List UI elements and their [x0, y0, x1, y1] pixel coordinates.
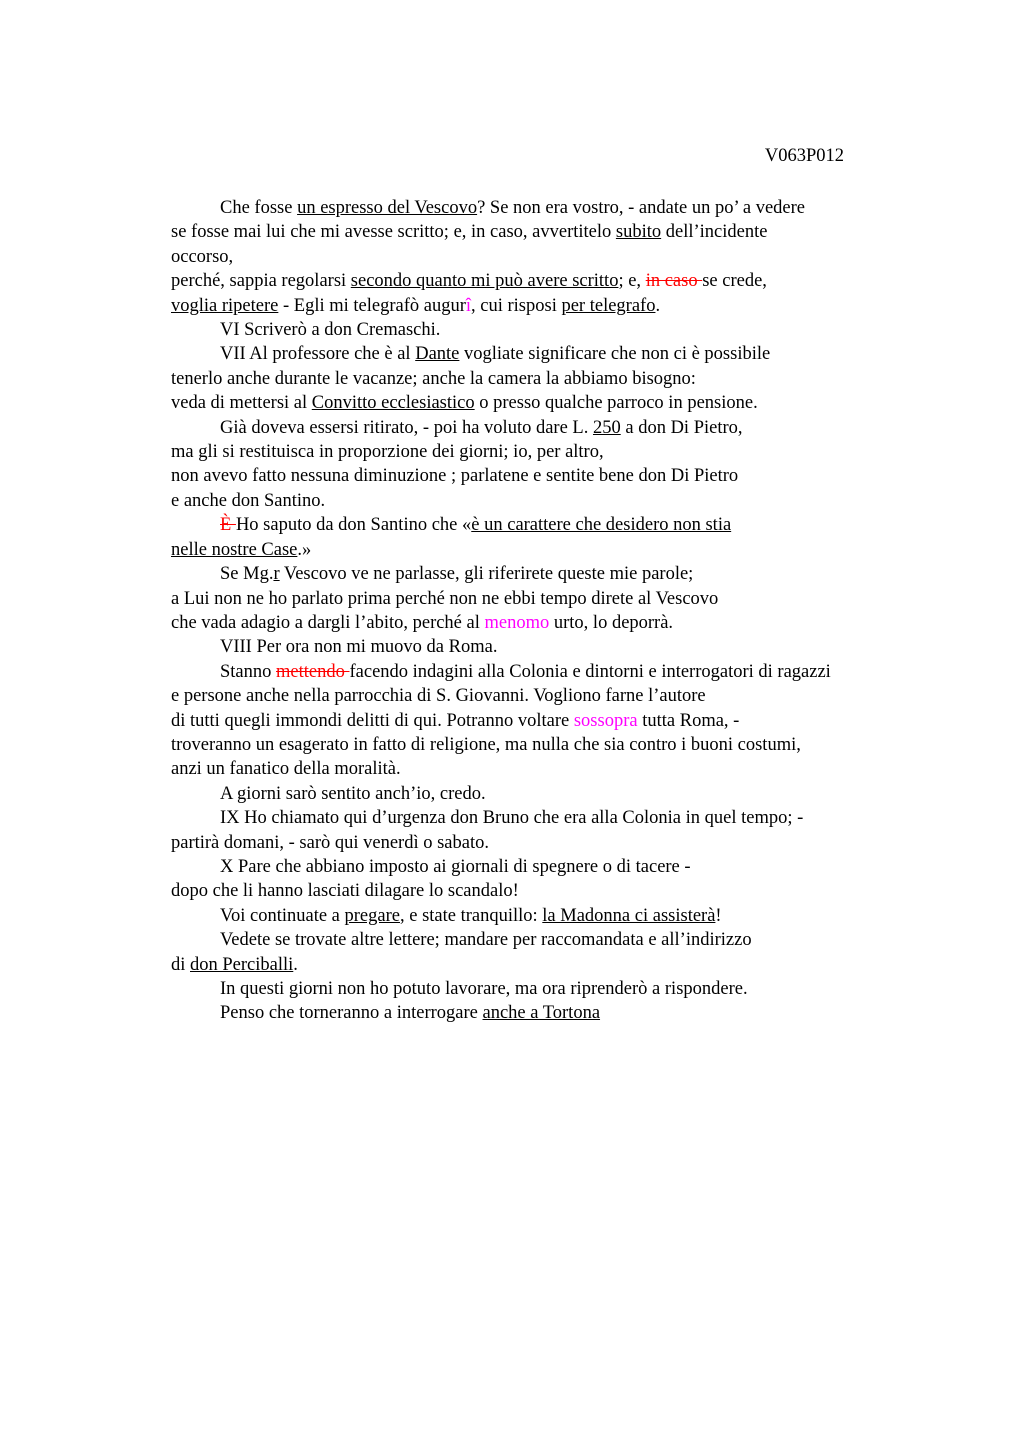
text-line: [171, 709, 931, 733]
text-line: [171, 635, 931, 659]
text-segment: ? Se non era vostro, - andate un po’ a vedere: [477, 198, 805, 218]
text-line: [171, 587, 931, 611]
text-segment: che vada adagio a dargli l’abito, perché al: [171, 612, 485, 633]
text-line: [171, 684, 931, 708]
text-segment: a Lui non ne ho parlato prima perché non ne ebbi tempo direte al Vescovo: [171, 588, 719, 609]
underlined-text: pregare: [344, 905, 400, 926]
text-line: [171, 245, 931, 269]
text-segment: di: [171, 954, 191, 975]
text-segment: tenerlo anche durante le vacanze; anche la camera la abbiamo bisogno:: [171, 368, 696, 389]
text-segment: ma gli si restituisca in proporzione dei giorni; io, per altro,: [171, 442, 604, 463]
text-line: [171, 977, 931, 1001]
text-segment: , cui risposi: [471, 295, 562, 316]
text-segment: Vedete se trovate altre lettere; mandare per raccomandata e all’indirizzo: [220, 930, 752, 951]
text-segment: dell’incidente: [661, 222, 768, 243]
text-segment: urto, lo deporrà.: [549, 612, 674, 633]
text-segment: occorso,: [171, 246, 234, 267]
text-segment: facendo indagini alla Colonia e dintorni e interrogatori di ragazzi: [349, 661, 831, 682]
underlined-text: la Madonna ci assisterà: [542, 905, 716, 926]
text-line: [171, 440, 931, 464]
text-line: [171, 904, 931, 928]
text-segment: o presso qualche parroco in pensione.: [474, 393, 758, 414]
text-line: [171, 953, 931, 977]
text-line: [171, 489, 931, 513]
text-segment: se fosse mai lui che mi avesse scritto; e, in caso, avvertitelo: [171, 222, 616, 243]
text-line: [171, 513, 931, 537]
text-line: [171, 806, 931, 830]
text-segment: .: [655, 295, 661, 316]
underlined-text: secondo quanto mi può avere scritto: [350, 271, 619, 292]
text-line: [171, 294, 931, 318]
text-segment: Stanno: [220, 661, 277, 682]
text-segment: VIII Per ora non mi muovo da Roma.: [220, 637, 498, 658]
text-segment: e persone anche nella parrocchia di S. Giovanni. Vogliono farne l’autore: [171, 686, 706, 707]
text-line: [171, 879, 931, 903]
text-segment: se crede,: [702, 271, 767, 292]
text-segment: Ho saputo da don Santino che «: [235, 515, 472, 536]
underlined-text: è un carattere che desidero non stia: [471, 515, 732, 536]
underlined-text: nelle nostre Case: [171, 539, 298, 560]
text-line: [171, 1001, 931, 1025]
text-segment: tutta Roma, -: [637, 710, 740, 731]
text-line: [171, 416, 931, 440]
text-segment: .»: [297, 539, 312, 560]
text-line: [171, 562, 931, 586]
text-line: [171, 757, 931, 781]
underlined-text: Convitto ecclesiastico: [311, 393, 475, 414]
text-line: [171, 342, 931, 366]
text-segment: X Pare che abbiano imposto ai giornali di spegnere o di tacere -: [220, 856, 691, 877]
text-line: [171, 464, 931, 488]
underlined-text: per telegrafo: [561, 295, 656, 316]
text-segment: non avevo fatto nessuna diminuzione ; parlatene e sentite bene don Di Pietro: [171, 466, 739, 487]
text-line: [171, 855, 931, 879]
underlined-text: subito: [615, 222, 662, 243]
deleted-text: mettendo: [276, 661, 350, 682]
text-segment: .: [293, 954, 298, 975]
underlined-text: voglia ripetere: [171, 295, 279, 316]
text-segment: In questi giorni non ho potuto lavorare, ma ora riprenderò a rispondere.: [220, 979, 748, 999]
text-line: [171, 196, 931, 220]
text-line: [171, 831, 931, 855]
text-line: [171, 538, 931, 562]
text-segment: A giorni sarò sentito anch’io, credo.: [220, 783, 486, 804]
underlined-text: anche a Tortona: [482, 1003, 601, 1024]
text-line: [171, 733, 931, 757]
text-line: [171, 611, 931, 635]
text-segment: perché, sappia regolarsi: [171, 271, 351, 292]
text-segment: Se Mg.: [220, 564, 274, 585]
text-line: [171, 367, 931, 391]
text-segment: dopo che li hanno lasciati dilagare lo scandalo!: [171, 881, 519, 902]
text-line: [171, 220, 931, 244]
underlined-text: r: [273, 564, 280, 585]
letter-body: [171, 196, 931, 1026]
text-line: [171, 269, 931, 293]
text-line: [171, 318, 931, 342]
deleted-text: in caso: [645, 271, 703, 292]
text-segment: Voi continuate a: [220, 905, 345, 926]
underlined-text: don Perciballi: [190, 954, 294, 975]
text-line: [171, 782, 931, 806]
highlighted-text: menomo: [484, 612, 550, 633]
underlined-text: un espresso del Vescovo: [297, 198, 478, 218]
text-segment: VI Scriverò a don Cremaschi.: [220, 320, 441, 341]
underlined-text: Dante: [415, 344, 460, 365]
text-segment: partirà domani, - sarò qui venerdì o sabato.: [171, 832, 489, 853]
text-segment: , e state tranquillo:: [399, 905, 543, 926]
text-line: [171, 660, 931, 684]
text-segment: troveranno un esagerato in fatto di religione, ma nulla che sia contro i buoni costumi,: [171, 734, 801, 755]
text-segment: VII Al professore che è al: [220, 344, 416, 365]
text-segment: veda di mettersi al: [171, 393, 312, 414]
text-segment: - Egli mi telegrafò augur: [278, 295, 466, 316]
underlined-text: 250: [592, 417, 621, 438]
text-segment: Penso che torneranno a interrogare: [220, 1003, 483, 1024]
text-segment: a don Di Pietro,: [620, 417, 743, 438]
highlighted-text: sossopra: [573, 710, 638, 731]
text-segment: e anche don Santino.: [171, 490, 326, 511]
text-segment: Già doveva essersi ritirato, - poi ha voluto dare L.: [220, 417, 593, 438]
text-line: [171, 928, 931, 952]
text-segment: Che fosse: [220, 198, 298, 218]
text-segment: vogliate significare che non ci è possibile: [459, 344, 771, 365]
text-segment: anzi un fanatico della moralità.: [171, 759, 401, 780]
text-line: [171, 391, 931, 415]
text-segment: !: [715, 905, 722, 926]
text-segment: IX Ho chiamato qui d’urgenza don Bruno che era alla Colonia in quel tempo; -: [220, 808, 804, 829]
text-segment: Vescovo ve ne parlasse, gli riferirete queste mie parole;: [279, 564, 694, 585]
deleted-text: È: [220, 515, 236, 536]
page-id: V063P012: [764, 146, 844, 166]
text-segment: ; e,: [618, 271, 646, 292]
text-segment: di tutti quegli immondi delitti di qui. Potranno voltare: [171, 710, 574, 731]
highlighted-text: î: [465, 295, 472, 316]
